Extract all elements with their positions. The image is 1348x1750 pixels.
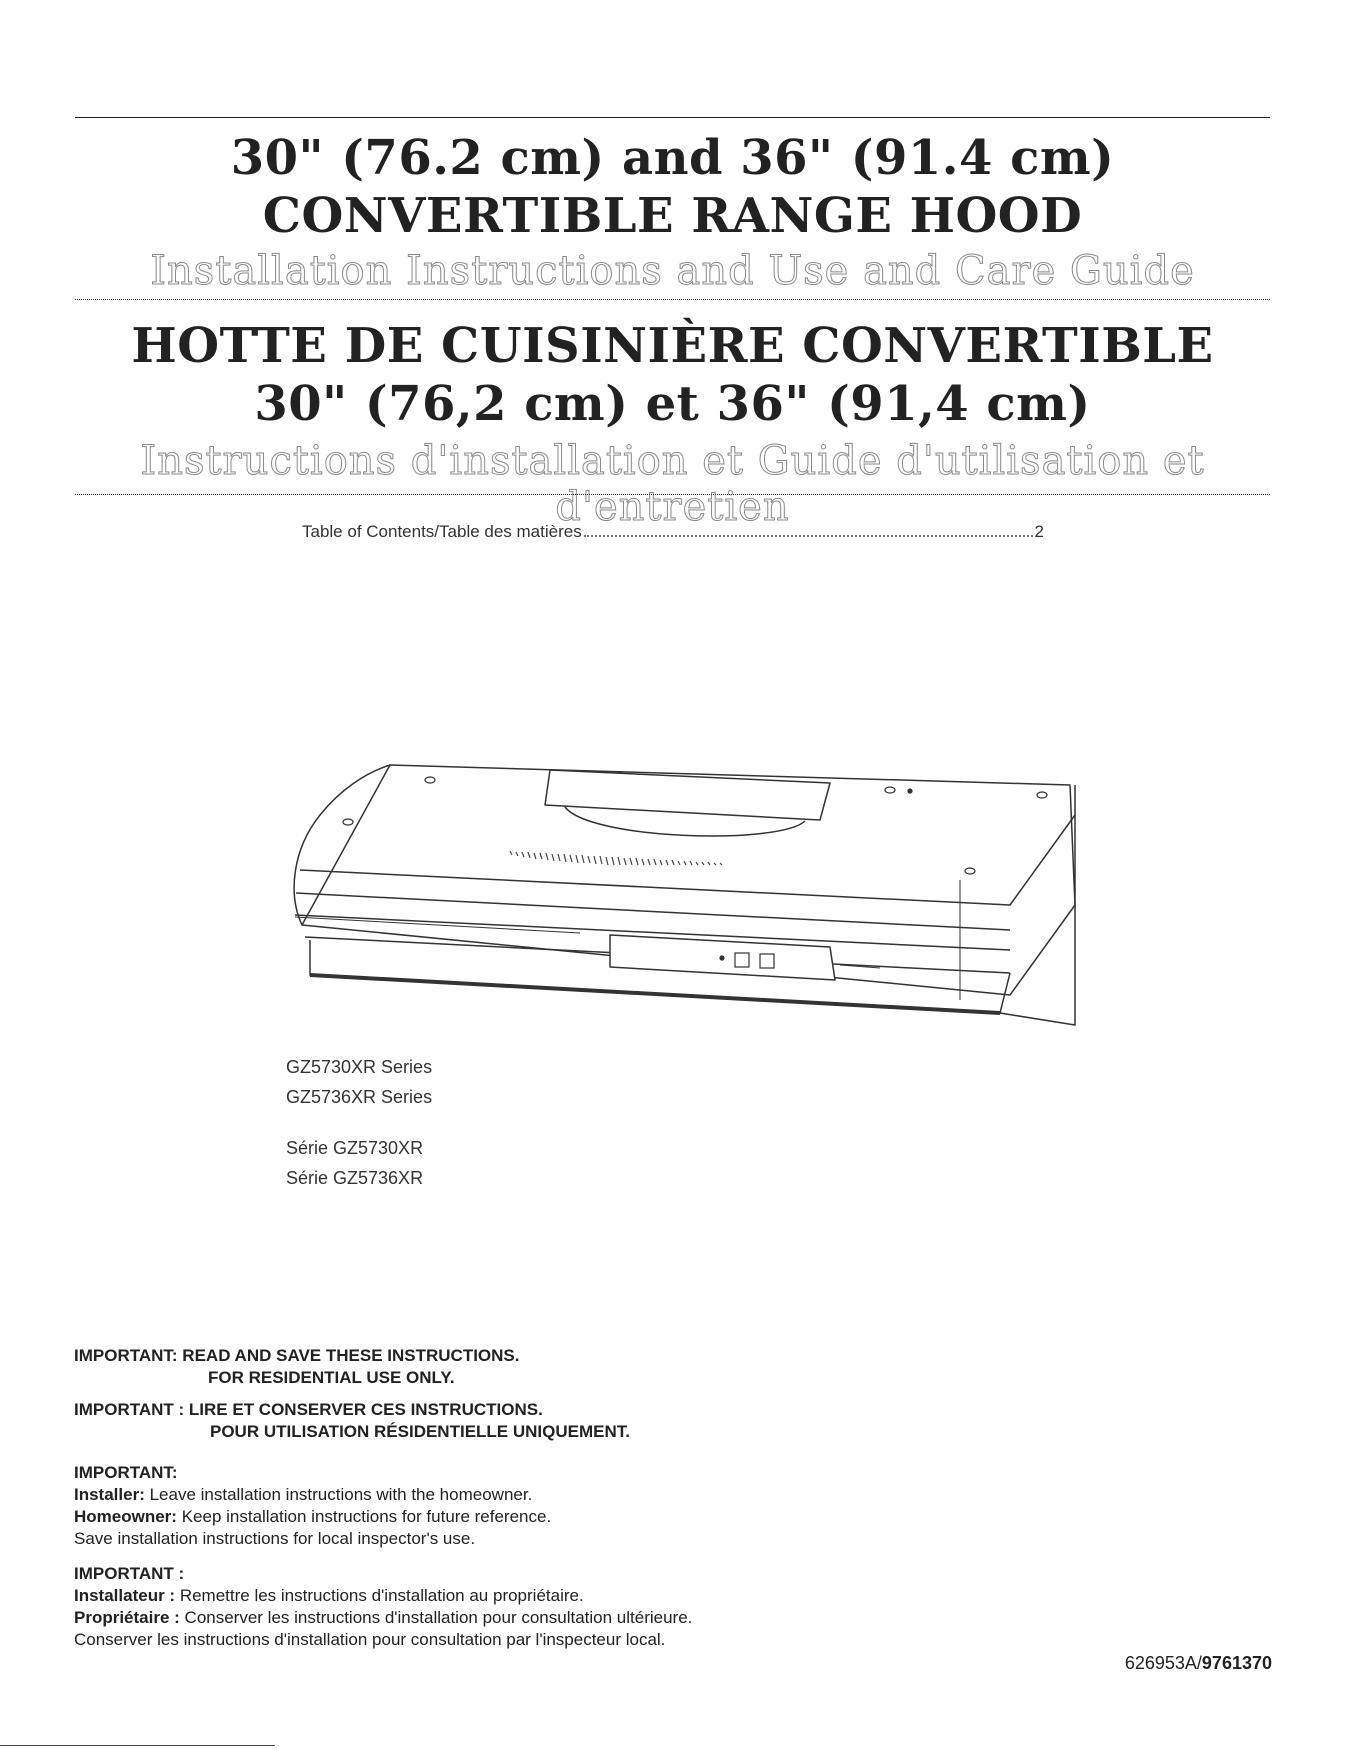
lower-rule [75, 494, 1270, 495]
toc-leader [584, 535, 1033, 537]
series-item: Série GZ5730XR [286, 1138, 424, 1158]
important-line: READ AND SAVE THESE INSTRUCTIONS. [182, 1346, 520, 1365]
important-line: LIRE ET CONSERVER CES INSTRUCTIONS. [188, 1400, 543, 1419]
top-rule [75, 117, 1270, 118]
important-label: IMPORTANT : [74, 1400, 185, 1419]
middle-rule [75, 299, 1270, 300]
installer-text: Remettre les instructions d'installation au propriétaire. [175, 1586, 584, 1605]
inspector-text: Save installation instructions for local inspector's use. [74, 1529, 476, 1548]
notes-heading: IMPORTANT: [74, 1463, 178, 1482]
part-number-prefix: 626953A/ [1124, 1653, 1202, 1673]
inspector-text: Conserver les instructions d'installation pour consultation par l'inspecteur local. [74, 1630, 666, 1649]
series-item: Série GZ5736XR [286, 1168, 424, 1188]
toc-entry[interactable] [302, 522, 1044, 542]
series-list-en [286, 1052, 432, 1112]
toc-page: 2 [1034, 522, 1044, 541]
notes-heading: IMPORTANT : [74, 1564, 185, 1583]
range-hood-illustration [280, 755, 1080, 1075]
important-en-block [74, 1345, 520, 1389]
important-label: IMPORTANT: [74, 1346, 178, 1365]
installer-label: Installateur : [74, 1586, 176, 1605]
title-en-line2: CONVERTIBLE RANGE HOOD [262, 188, 1083, 244]
owner-text: Conserver les instructions d'installation pour consultation ultérieure. [179, 1608, 693, 1627]
title-fr-line2: 30" (76,2 cm) et 36" (91,4 cm) [254, 376, 1091, 432]
footer-rule [0, 1745, 275, 1746]
owner-label: Propriétaire : [74, 1608, 180, 1627]
series-item: GZ5736XR Series [286, 1087, 433, 1107]
toc-label: Table of Contents/Table des matières [302, 522, 582, 541]
subtitle-fr: Instructions d'installation et Guide d'utilisation et d'entretien [140, 438, 1205, 530]
title-fr-line1: HOTTE DE CUISINIÈRE CONVERTIBLE [131, 318, 1214, 374]
homeowner-label: Homeowner: [74, 1507, 177, 1526]
installer-text: Leave installation instructions with the homeowner. [144, 1485, 533, 1504]
important-line: POUR UTILISATION RÉSIDENTIELLE UNIQUEMENT. [210, 1422, 630, 1441]
series-item: GZ5730XR Series [286, 1057, 433, 1077]
notes-en-block [74, 1462, 551, 1550]
series-list-fr [286, 1133, 423, 1193]
installer-label: Installer: [74, 1485, 145, 1504]
homeowner-text: Keep installation instructions for future reference. [176, 1507, 552, 1526]
part-number-suffix: 9761370 [1201, 1653, 1272, 1673]
subtitle-en: Installation Instructions and Use and Care Guide [150, 248, 1195, 294]
title-en-line1: 30" (76.2 cm) and 36" (91.4 cm) [230, 130, 1115, 186]
important-line: FOR RESIDENTIAL USE ONLY. [208, 1368, 455, 1387]
part-number [1125, 1653, 1272, 1674]
notes-fr-block [74, 1563, 692, 1651]
important-fr-block [74, 1399, 630, 1443]
